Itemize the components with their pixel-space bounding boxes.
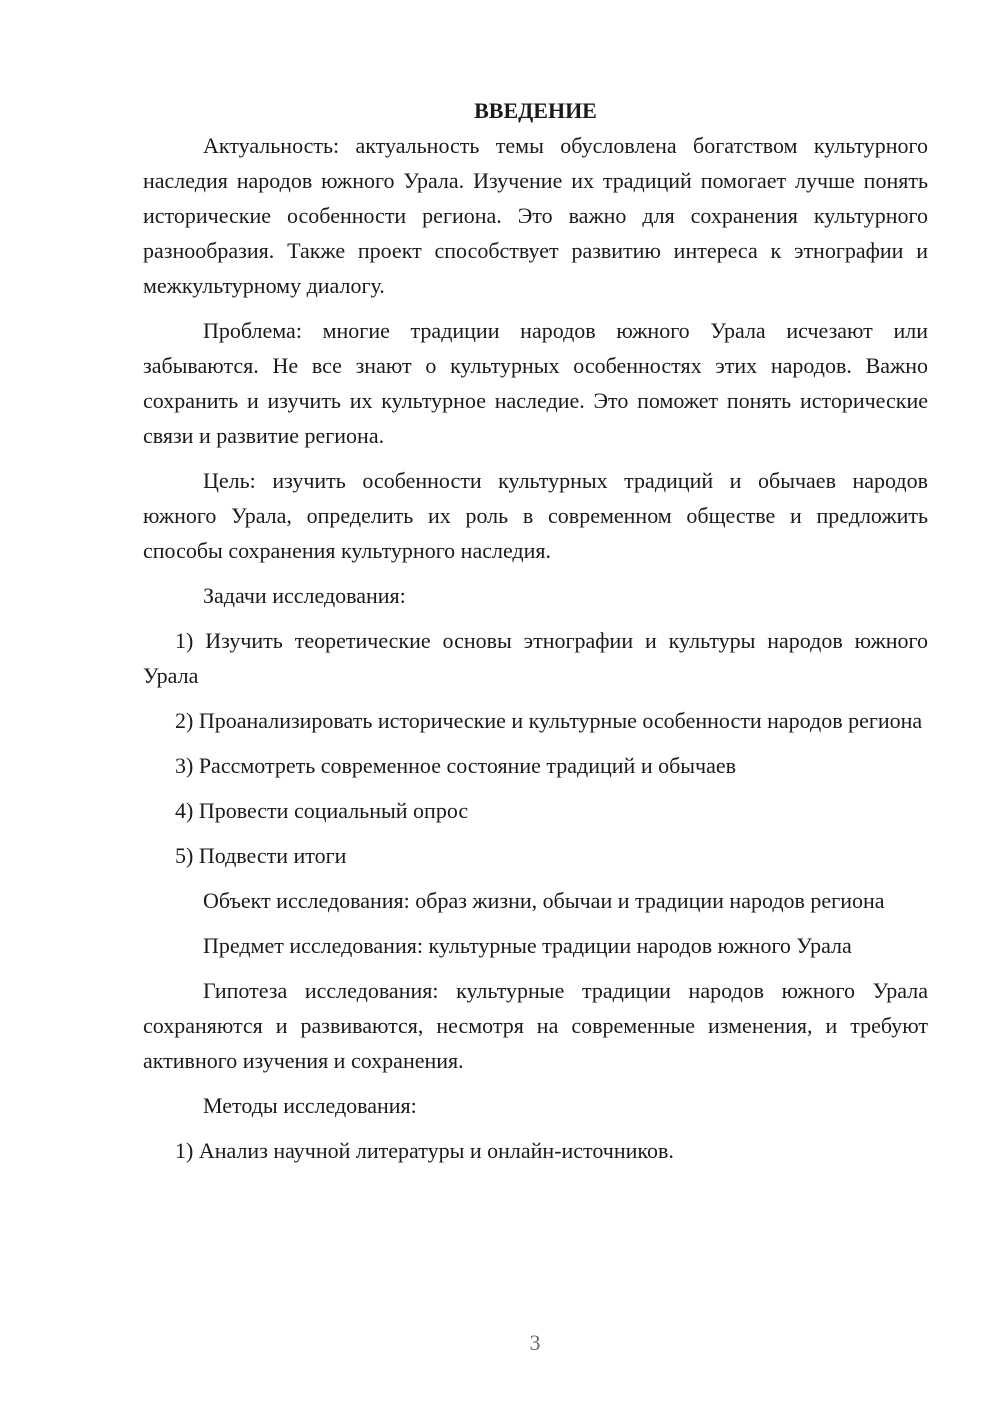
paragraph-relevance: Актуальность: актуальность темы обусловлена богатством культурного наследия народов южного Урала. Изучение их традиций помогает лучше понять исторические особенности региона. Это важно для сохранения культурного разнообразия. Также проект способствует развитию интереса к этнографии и межкультурному диалогу. <box>143 133 928 298</box>
paragraph-subject: Предмет исследования: культурные традиции народов южного Урала <box>203 933 852 958</box>
task-item-5: 5) Подвести итоги <box>175 843 347 868</box>
task-item-2: 2) Проанализировать исторические и культурные особенности народов региона <box>175 708 923 733</box>
paragraph-hypothesis: Гипотеза исследования: культурные традиции народов южного Урала сохраняются и развиваются, несмотря на современные изменения, и требуют активного изучения и сохранения. <box>143 978 928 1073</box>
page-number: 3 <box>529 1330 541 1355</box>
task-item-1: 1) Изучить теоретические основы этнографии и культуры народов южного Урала <box>143 628 928 688</box>
task-item-3: 3) Рассмотреть современное состояние традиций и обычаев <box>175 753 737 778</box>
paragraph-problem: Проблема: многие традиции народов южного Урала исчезают или забываются. Не все знают о культурных особенностях этих народов. Важно сохранить и изучить их культурное наследие. Это поможет понять исторические связи и развитие региона. <box>143 318 928 448</box>
paragraph-goal: Цель: изучить особенности культурных традиций и обычаев народов южного Урала, определить их роль в современном обществе и предложить способы сохранения культурного наследия. <box>143 468 928 563</box>
paragraph-object: Объект исследования: образ жизни, обычаи и традиции народов региона <box>203 888 885 913</box>
section-title: ВВЕДЕНИЕ <box>474 98 597 123</box>
task-item-4: 4) Провести социальный опрос <box>175 798 469 823</box>
page-content <box>143 93 928 1168</box>
method-item-1: 1) Анализ научной литературы и онлайн-источников. <box>175 1138 674 1163</box>
methods-heading: Методы исследования: <box>203 1093 417 1118</box>
tasks-heading: Задачи исследования: <box>203 583 406 608</box>
